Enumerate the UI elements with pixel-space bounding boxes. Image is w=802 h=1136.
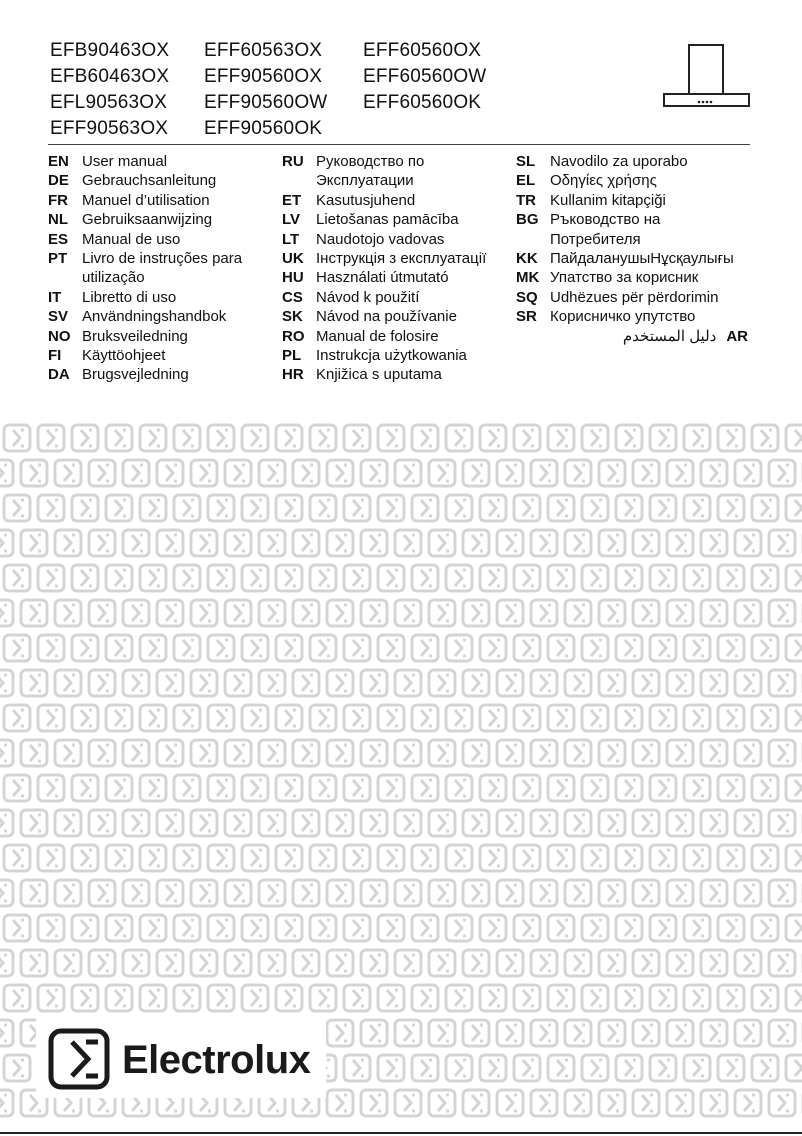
language-code: UK <box>282 250 304 268</box>
language-row <box>48 210 242 229</box>
language-row <box>516 210 748 229</box>
language-row <box>282 152 486 171</box>
language-code <box>48 268 82 287</box>
language-title: Корисничко упутство <box>550 308 696 326</box>
language-code: HR <box>282 366 304 384</box>
language-row <box>282 307 486 326</box>
language-title: Потребителя <box>550 230 641 248</box>
language-title: Bruksveiledning <box>82 327 188 345</box>
language-title: Käyttöohjeet <box>82 347 166 365</box>
language-title: Manual de folosire <box>316 327 439 345</box>
language-code: EL <box>516 172 536 190</box>
language-code: SL <box>516 153 536 170</box>
language-title: Användningshandbok <box>82 308 227 326</box>
language-row <box>282 365 486 384</box>
language-code: FI <box>48 347 62 365</box>
language-row <box>48 288 242 307</box>
language-title: Libretto di uso <box>82 288 177 306</box>
language-code: FR <box>48 191 68 209</box>
language-row <box>516 171 748 190</box>
language-column-2 <box>282 152 486 385</box>
electrolux-logo-icon <box>48 1028 110 1090</box>
model-number: EFF90560OX <box>204 66 323 87</box>
language-title: Οδηγίες χρήσης <box>550 172 657 190</box>
language-title: Brugsvejledning <box>82 366 189 384</box>
language-row <box>48 327 242 346</box>
language-code: DA <box>48 366 70 384</box>
language-code: SR <box>516 308 537 326</box>
brand-name: Electrolux <box>122 1038 311 1082</box>
language-code: AR <box>726 327 748 345</box>
language-code: NO <box>48 327 71 345</box>
language-row <box>516 307 748 326</box>
model-number: EFF60563OX <box>204 40 323 61</box>
language-title: Knjižica s uputama <box>316 366 442 384</box>
language-title: Упатство за корисник <box>550 269 699 287</box>
model-number: EFF90563OX <box>50 118 169 139</box>
model-column-1 <box>50 38 169 142</box>
language-row <box>282 230 486 249</box>
language-code: RU <box>282 153 304 170</box>
language-code <box>516 230 550 249</box>
language-code: DE <box>48 172 69 190</box>
language-title: Эксплуатации <box>316 172 414 190</box>
language-row <box>516 152 748 171</box>
language-title: دليل المستخدم <box>622 327 717 345</box>
language-code: SV <box>48 308 69 326</box>
brand-logo <box>36 1018 326 1098</box>
language-title: Kullanim kitapçiği <box>550 191 666 209</box>
model-number: EFF90560OW <box>204 92 328 113</box>
divider <box>48 144 750 145</box>
language-row <box>48 268 242 287</box>
model-number: EFF60560OW <box>363 66 487 87</box>
language-title: Navodilo za uporabo <box>550 153 688 170</box>
language-row-arabic <box>516 327 748 346</box>
model-number: EFB90463OX <box>50 40 170 61</box>
language-code: LV <box>282 211 301 229</box>
language-code: NL <box>48 211 68 229</box>
language-title: Kasutusjuhend <box>316 191 416 209</box>
language-code: TR <box>516 191 536 209</box>
model-number: EFB60463OX <box>50 66 170 87</box>
language-title: Návod na používanie <box>316 308 457 326</box>
language-title: Manuel d’utilisation <box>82 191 210 209</box>
language-code: HU <box>282 269 304 287</box>
language-title: Руководство по <box>316 153 425 170</box>
language-row <box>516 191 748 210</box>
language-code: ES <box>48 230 69 248</box>
language-row <box>516 268 748 287</box>
language-row <box>48 307 242 326</box>
language-title: Udhëzues për përdorimin <box>550 288 719 306</box>
bottom-border <box>0 1132 802 1134</box>
language-row <box>48 249 242 268</box>
language-title: Naudotojo vadovas <box>316 230 445 248</box>
language-title: utilização <box>82 269 145 287</box>
language-title: Használati útmutató <box>316 269 449 287</box>
model-column-2 <box>204 38 327 142</box>
language-code: RO <box>282 327 305 345</box>
language-title: Lietošanas pamācība <box>316 211 459 229</box>
language-code: SK <box>282 308 303 326</box>
language-title: ПайдаланушыНұсқаулығы <box>550 250 734 268</box>
language-column-3 <box>516 152 748 346</box>
language-title: Instrukcja użytkowania <box>316 347 467 365</box>
cooker-hood-icon <box>662 44 752 110</box>
model-column-3 <box>363 38 486 116</box>
language-row <box>48 365 242 384</box>
language-row <box>516 230 748 249</box>
language-row <box>282 249 486 268</box>
model-number: EFL90563OX <box>50 92 168 113</box>
language-code: MK <box>516 269 540 287</box>
language-code <box>282 171 316 190</box>
language-title: Livro de instruções para <box>82 250 243 268</box>
language-title: Gebruiksaanwijzing <box>82 211 213 229</box>
language-code: KK <box>516 250 538 268</box>
language-code: PL <box>282 347 302 365</box>
language-title: Ръководство на <box>550 211 661 229</box>
model-list <box>50 38 510 138</box>
model-number: EFF60560OK <box>363 92 482 113</box>
language-title: Návod k použití <box>316 288 420 306</box>
language-row <box>48 152 242 171</box>
language-column-1 <box>48 152 242 385</box>
language-row <box>48 346 242 365</box>
language-code: CS <box>282 288 303 306</box>
brand-pattern-background <box>0 421 802 1121</box>
language-title: Manual de uso <box>82 230 181 248</box>
language-code: SQ <box>516 288 538 306</box>
model-number: EFF90560OK <box>204 118 323 139</box>
language-code: LT <box>282 230 300 248</box>
language-row <box>516 288 748 307</box>
language-code: BG <box>516 211 539 229</box>
language-row <box>48 171 242 190</box>
language-row <box>282 268 486 287</box>
language-code: EN <box>48 153 69 170</box>
model-number: EFF60560OX <box>363 40 482 61</box>
language-row <box>282 327 486 346</box>
language-title: Інструкція з експлуатації <box>316 250 487 268</box>
language-row <box>516 249 748 268</box>
language-row <box>48 230 242 249</box>
language-row <box>282 210 486 229</box>
language-code: PT <box>48 250 68 268</box>
language-title: Gebrauchsanleitung <box>82 172 217 190</box>
language-code: IT <box>48 288 62 306</box>
language-row <box>282 288 486 307</box>
language-row <box>282 171 486 190</box>
language-code: ET <box>282 191 302 209</box>
language-title: User manual <box>82 153 168 170</box>
language-row <box>282 191 486 210</box>
language-row <box>48 191 242 210</box>
language-row <box>282 346 486 365</box>
